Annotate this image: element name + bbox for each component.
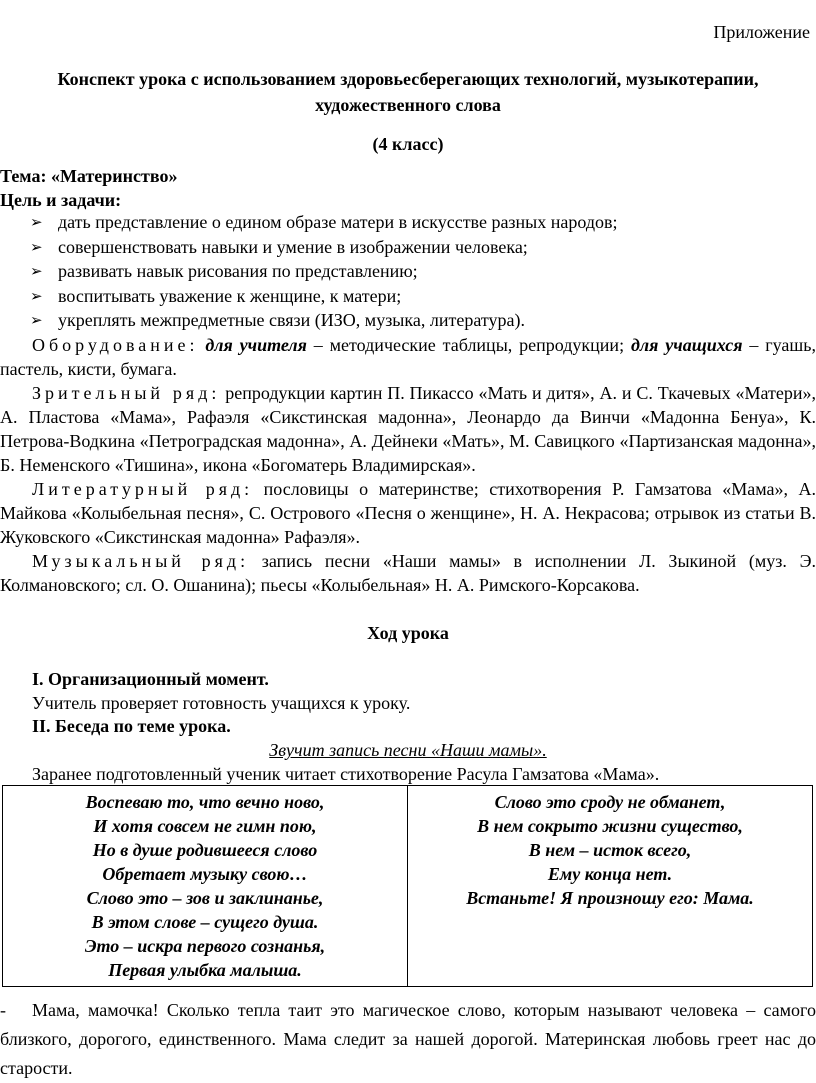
arrow-bullet-icon: ➢ [30,237,43,256]
goals-heading: Цель и задачи: [0,190,122,210]
part-1-text: Учитель проверяет готовность учащихся к уроку. [32,693,411,713]
poem-line: Это – искра первого сознанья, [84,936,326,956]
list-item: ➢ воспитывать уважение к женщине, к матери; [30,285,402,306]
list-item: ➢ совершенствовать навыки и умение в изображении человека; [30,236,528,257]
arrow-bullet-icon: ➢ [30,286,43,305]
poem-line: Обретает музыку свою… [102,864,308,884]
poem-intro: Заранее подготовленный ученик читает стихотворение Расула Гамзатова «Мама». [32,764,660,784]
list-item: ➢ укреплять межпредметные связи (ИЗО, музыка, литература). [30,310,525,330]
title-line-2: художественного слова [315,95,501,115]
table-row [3,786,813,987]
poem-line: Но в душе родившееся слово [92,840,318,860]
poem-table [2,785,813,987]
part-1-title: I. Организационный момент. [32,669,269,689]
arrow-bullet-icon: ➢ [30,262,43,280]
appendix-label: Приложение [713,22,810,42]
poem-line: Слово это сроду не обманет, [494,792,726,812]
poem-line: Слово это – зов и заклинанье, [86,888,324,908]
poem-left-column [3,786,408,987]
document-title [0,66,816,118]
list-item: ➢ дать представление о едином образе матери в искусстве разных народов; [30,212,618,232]
literary-row-paragraph: Литературный ряд: пословицы о материнстве; стихотворения Р. Гамзатова «Мама», А. Майкова «Колыбельная песня», С. Острового «Песня о женщине», Н. А. Некрасова; отрывок из статьи В. Жуковского «Сикстинская мадонна» Рафаэля». [0,479,816,547]
equipment-paragraph: Оборудование: для учителя – методические таблицы, репродукции; для учащихся – гуашь, пастель, кисти, бумага. [0,335,816,379]
grade-label: (4 класс) [372,134,444,154]
goals-list [0,210,816,333]
dash-mark: - [0,1000,6,1020]
lesson-heading: Ход урока [367,623,449,643]
poem-line: Ему конца нет. [547,864,673,884]
poem-line: В нем сокрыто жизни существо, [477,816,743,836]
topic-heading: Тема: «Материнство» [0,166,178,186]
title-line-1: Конспект урока с использованием здоровьесберегающих технологий, музыкотерапии, [57,69,759,89]
arrow-bullet-icon: ➢ [30,213,43,231]
poem-line: В этом слове – сущего душа. [91,912,319,932]
poem-line: В нем – исток всего, [528,840,692,860]
visual-row-paragraph: Зрительный ряд: репродукции картин П. Пикассо «Мать и дитя», А. и С. Ткачевых «Матери», А. Пластова «Мама», Рафаэля «Сикстинская мадонна», Леонардо да Винчи «Мадонна Бенуа», К. Петрова-Водкина «Петроградская мадонна», А. Дейнеки «Мать», М. Савицкого «Партизанская мадонна», Б. Неменского «Тишина», икона «Богоматерь Владимирская». [0,383,816,475]
poem-line: Встаньте! Я произношу его: Мама. [466,888,754,908]
poem-line: Первая улыбка малыша. [108,960,302,980]
poem-line: Воспеваю то, что вечно ново, [85,792,325,812]
poem-right-column [408,786,813,987]
closing-paragraph: - Мама, мамочка! Сколько тепла таит это магическое слово, которым называют человека – самого близкого, дорогого, единственного. Мама следит за нашей дорогой. Материнская любовь греет нас до старости. [0,996,816,1083]
list-item: ➢ развивать навык рисования по представлению; [30,261,418,281]
poem-line: И хотя совсем не гимн пою, [93,816,317,836]
arrow-bullet-icon: ➢ [30,311,43,329]
sound-note: Звучит запись песни «Наши мамы». [269,740,547,760]
musical-row-paragraph: Музыкальный ряд: запись песни «Наши мамы» в исполнении Л. Зыкиной (муз. Э. Колмановского; сл. О. Ошанина); пьесы «Колыбельная» Н. А. Римского-Корсакова. [0,551,816,595]
part-2-title: II. Беседа по теме урока. [32,716,231,736]
